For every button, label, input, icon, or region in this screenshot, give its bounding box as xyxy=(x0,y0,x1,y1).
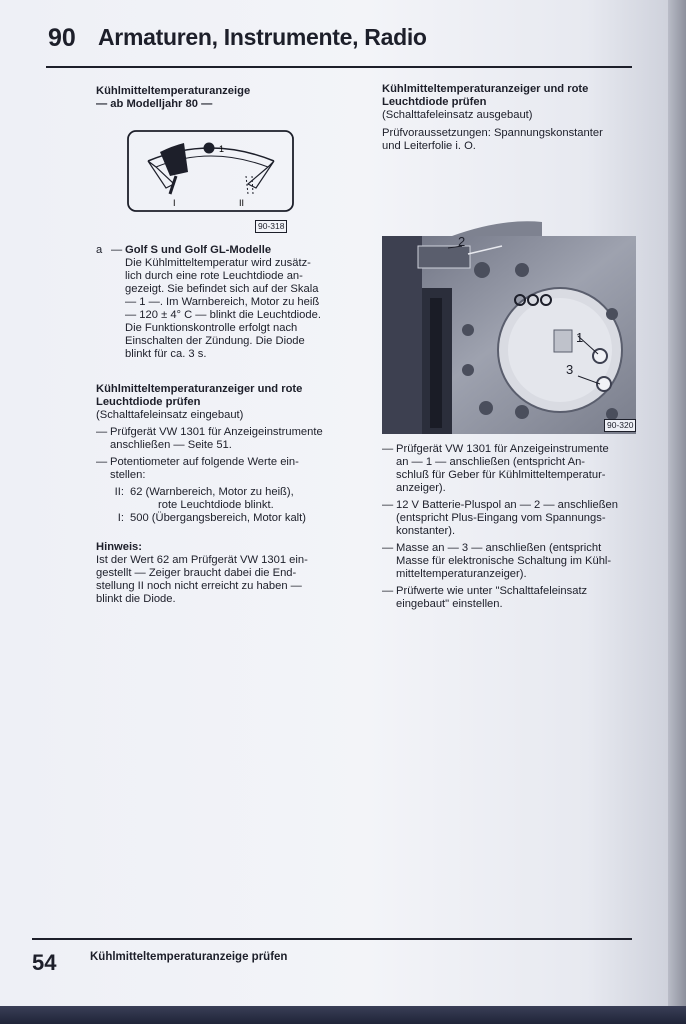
value-I: I: 500 (Übergangsbereich, Motor kalt) xyxy=(117,512,306,524)
item-a-title: Golf S und Golf GL-Modelle xyxy=(125,244,272,256)
table-surface xyxy=(0,1006,686,1024)
page-edge xyxy=(668,0,686,1024)
left-column xyxy=(96,85,358,111)
right-steps xyxy=(382,443,640,611)
step-right-1: — Prüfgerät VW 1301 für Anzeigeinstrumente an — 1 — anschließen (entspricht An- schluß für Geber für Kühlmitteltemperatur- anzeiger). xyxy=(382,443,609,494)
right-subheading: (Schalttafeleinsatz ausgebaut) xyxy=(382,109,533,121)
check-heading: Kühlmitteltemperaturanzeiger und rote Leuchtdiode prüfen xyxy=(96,383,303,408)
gauge-figure xyxy=(126,128,296,216)
value-II: II: 62 (Warnbereich, Motor zu heiß), rote Leuchtdiode blinkt. xyxy=(114,486,294,511)
left-column-body xyxy=(96,244,358,606)
item-a: a — Golf S und Golf GL-Modelle xyxy=(96,244,272,256)
note-text: Ist der Wert 62 am Prüfgerät VW 1301 ein- gestellt — Zeiger braucht dabei die End- stellung II noch nicht erreicht zu haben — blinkt die Diode. xyxy=(96,554,308,605)
step-connect: — Prüfgerät VW 1301 für Anzeigeinstrumente anschließen — Seite 51. xyxy=(96,426,323,451)
item-a-marker: a xyxy=(96,244,103,256)
figure-ref-left: 90-318 xyxy=(255,220,287,233)
left-heading: Kühlmitteltemperaturanzeige — ab Modelljahr 80 — xyxy=(96,85,251,110)
photo-label-3: 3 xyxy=(566,362,574,377)
prerequisites: Prüfvoraussetzungen: Spannungskonstanter und Leiterfolie i. O. xyxy=(382,127,603,152)
item-a-text: Die Kühlmitteltemperatur wird zusätz- lich durch eine rote Leuchtdiode an- gezeigt. Sie befindet sich auf der Skala — 1 —. Im Warnbereich, Motor zu heiß — 120 ± 4° C — blinkt die Leuchtdiode. Die Funktionskontrolle erfolgt nach Einschalten der Zündung. Die Diode blinkt für ca. 3 s. xyxy=(125,257,321,360)
step-right-2: — 12 V Batterie-Pluspol an — 2 — anschließen (entspricht Plus-Eingang vom Spannungs- konstanter). xyxy=(382,499,619,537)
section-number: 90 xyxy=(48,24,76,52)
photo-label-1: 1 xyxy=(576,330,584,345)
footer-rule xyxy=(32,938,632,940)
gauge-mark-II: II xyxy=(239,198,245,208)
led-dot xyxy=(204,143,215,154)
photo-label-2: 2 xyxy=(458,234,466,249)
header-rule xyxy=(46,66,632,68)
gauge-mark-I: I xyxy=(173,198,176,208)
right-column xyxy=(382,83,640,153)
gauge-label-1: 1 xyxy=(219,144,225,154)
figure-ref-right: 90-320 xyxy=(604,419,636,432)
note-heading: Hinweis: xyxy=(96,541,143,553)
check-subheading: (Schalttafeleinsatz eingebaut) xyxy=(96,409,244,421)
section-title: Armaturen, Instrumente, Radio xyxy=(98,24,427,50)
page-number: 54 xyxy=(32,950,57,975)
running-title: Kühlmitteltemperaturanzeige prüfen xyxy=(90,951,288,963)
step-potentiometer: — Potentiometer auf folgende Werte ein- stellen: xyxy=(96,456,299,481)
step-right-4: — Prüfwerte wie unter "Schalttafeleinsatz eingebaut" einstellen. xyxy=(382,585,588,610)
instrument-photo xyxy=(382,218,636,434)
step-right-3: — Masse an — 3 — anschließen (entspricht Masse für elektronische Schaltung im Kühl- mitteltemperaturanzeiger). xyxy=(382,542,612,580)
right-heading: Kühlmitteltemperaturanzeiger und rote Leuchtdiode prüfen xyxy=(382,83,589,108)
